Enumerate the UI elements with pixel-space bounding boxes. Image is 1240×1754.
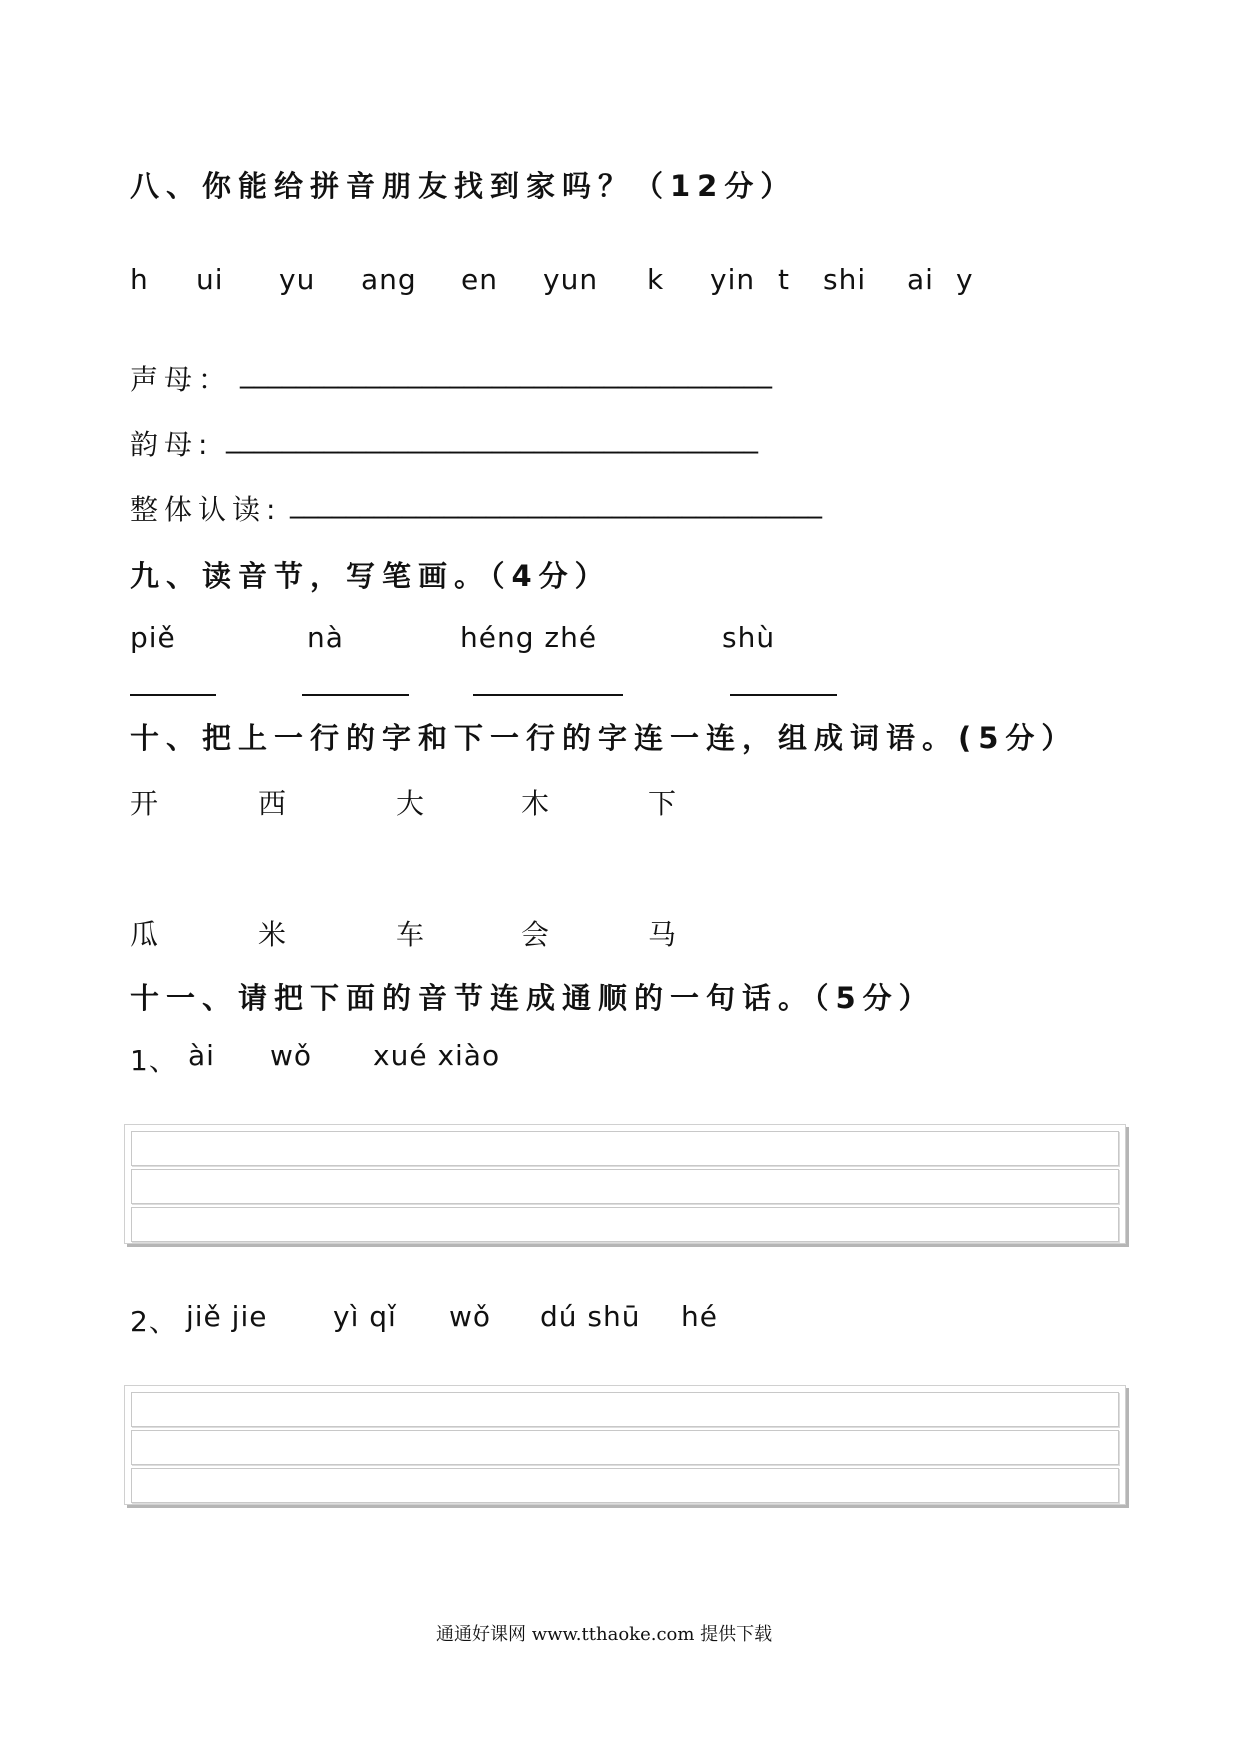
pinyin-item: yin (710, 263, 756, 296)
pinyin-item: y (956, 263, 974, 296)
writing-row[interactable] (131, 1468, 1119, 1503)
writing-grid-1[interactable] (124, 1124, 1126, 1244)
stroke-syllable: héng zhé (460, 621, 598, 654)
shengmu-blank[interactable]: ______________________________________ (240, 356, 772, 389)
yunmu-blank[interactable]: ______________________________________ (226, 421, 758, 454)
question-syllable: hé (681, 1300, 718, 1333)
writing-row[interactable] (131, 1430, 1119, 1465)
pinyin-item: t (778, 263, 790, 296)
character-item[interactable]: 车 (396, 918, 431, 951)
question-syllable: dú shū (540, 1300, 641, 1333)
zhengti-blank[interactable]: ______________________________________ (290, 486, 822, 519)
writing-grid-2[interactable] (124, 1385, 1126, 1505)
question-syllable: ài (188, 1039, 215, 1072)
character-item[interactable]: 马 (648, 918, 683, 951)
pinyin-item: en (461, 263, 498, 296)
question-number: 1、 (130, 1044, 178, 1077)
footer-text: 通通好课网 www.tthaoke.com 提供下载 (436, 1624, 773, 1645)
character-item[interactable]: 西 (258, 787, 293, 820)
shengmu-label: 声母： (130, 363, 233, 396)
stroke-answer-line[interactable] (302, 694, 409, 696)
writing-row[interactable] (131, 1131, 1119, 1166)
section-8-heading: 八、你能给拼音朋友找到家吗？（12分） (130, 169, 797, 203)
pinyin-item: shi (823, 263, 867, 296)
character-item[interactable]: 米 (258, 918, 293, 951)
question-syllable: wǒ (270, 1039, 313, 1072)
zhengti-label: 整体认读: (130, 493, 282, 526)
pinyin-item: ang (361, 263, 417, 296)
writing-row[interactable] (131, 1169, 1119, 1204)
character-item[interactable]: 木 (521, 787, 556, 820)
question-syllable: xué xiào (373, 1039, 501, 1072)
question-syllable: yì qǐ (333, 1300, 397, 1333)
stroke-answer-line[interactable] (473, 694, 623, 696)
question-syllable: wǒ (449, 1300, 492, 1333)
pinyin-item: k (647, 263, 665, 296)
writing-row[interactable] (131, 1207, 1119, 1242)
stroke-answer-line[interactable] (730, 694, 837, 696)
pinyin-item: ai (907, 263, 934, 296)
yunmu-label: 韵母: (130, 428, 214, 461)
question-syllable: jiě jie (186, 1300, 268, 1333)
section-10-heading: 十、把上一行的字和下一行的字连一连，组成词语。(5分） (130, 721, 1078, 755)
question-number: 2、 (130, 1305, 178, 1338)
stroke-syllable: shù (722, 621, 776, 654)
section-9-heading: 九、读音节，写笔画。（4分） (130, 559, 611, 593)
pinyin-item: yu (279, 263, 316, 296)
stroke-syllable: nà (307, 621, 344, 654)
stroke-syllable: piě (130, 621, 176, 654)
character-item[interactable]: 瓜 (130, 918, 165, 951)
pinyin-item: ui (196, 263, 224, 296)
character-item[interactable]: 下 (648, 787, 683, 820)
character-item[interactable]: 大 (396, 787, 431, 820)
stroke-answer-line[interactable] (130, 694, 216, 696)
pinyin-item: h (130, 263, 149, 296)
character-item[interactable]: 会 (521, 918, 556, 951)
section-11-heading: 十一、请把下面的音节连成通顺的一句话。（5分） (130, 981, 935, 1015)
pinyin-item: yun (543, 263, 599, 296)
character-item[interactable]: 开 (130, 787, 165, 820)
writing-row[interactable] (131, 1392, 1119, 1427)
